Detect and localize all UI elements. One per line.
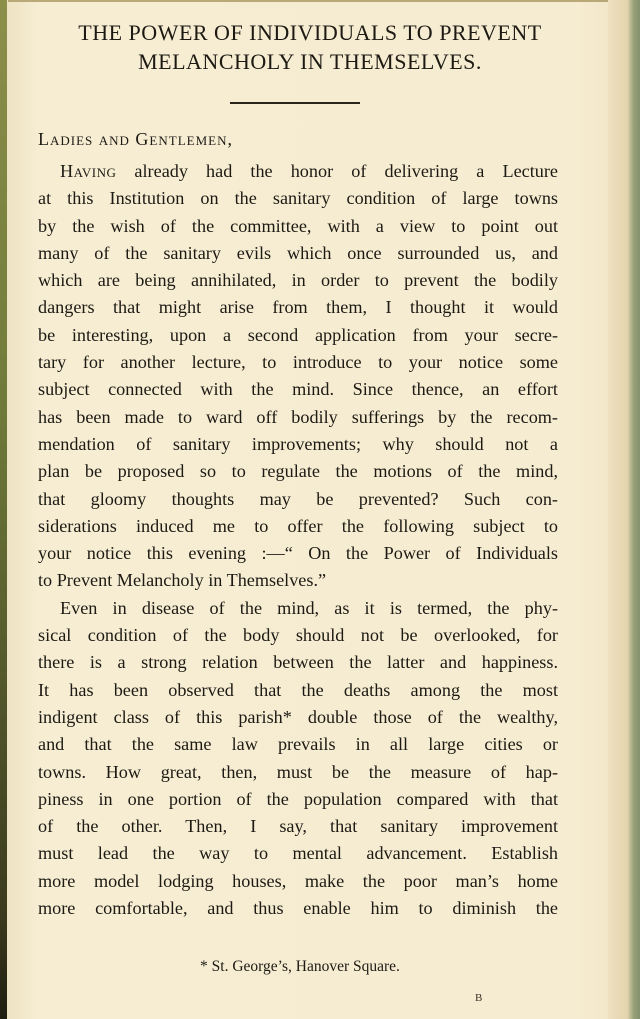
text-line: Even in disease of the mind, as it is termed, the phy- [60,597,558,618]
text-line: tary for another lecture, to introduce to your notice some [38,352,558,373]
text-line: many of the sanitary evils which once surrounded us, and [38,242,558,263]
text-line [38,158,558,185]
text-line: must lead the way to mental advancement. Establish [38,843,558,864]
text-line: and that the same law prevails in all large cities or [38,734,558,755]
text-line: more comfortable, and thus enable him to diminish the [38,898,558,919]
text-line: dangers that might arise from them, I thought it would [38,297,558,318]
text-line: subject connected with the mind. Since thence, an effort [38,379,558,400]
text-line: mendation of sanitary improvements; why should not a [38,433,558,454]
text-line: which are being annihilated, in order to prevent the bodily [38,270,558,291]
text-line: It has been observed that the deaths among the most [38,679,558,700]
salutation: Ladies and Gentlemen, [38,129,233,149]
text-line: your notice this evening :—“ On the Power of Individuals [38,543,558,564]
page-title [30,18,590,76]
page-top-border [8,0,608,2]
text-line: piness in one portion of the population compared with that [38,788,558,809]
text-line: more model lodging houses, make the poor man’s home [38,870,558,891]
text-line: of the other. Then, I say, that sanitary improvement [38,816,558,837]
text-line: plan be proposed so to regulate the motions of the mind, [38,461,558,482]
text-line: there is a strong relation between the latter and happiness. [38,652,558,673]
text-line-rest: already had the honor of delivering a Lecture [116,161,558,181]
text-line: at this Institution on the sanitary condition of large towns [38,188,558,209]
text-line: be interesting, upon a second application from your secre- [38,324,558,345]
title-divider [230,102,360,104]
page-binding-edge [0,0,7,1019]
signature-mark: B [475,992,483,1004]
text-line: to Prevent Melancholy in Themselves.” [38,570,327,591]
opening-word: Having [60,161,117,181]
text-line: has been made to ward off bodily sufferings by the recom- [38,406,558,427]
body-text [38,158,558,922]
text-line: sical condition of the body should not be overlooked, for [38,625,558,646]
text-line: towns. How great, then, must be the measure of hap- [38,761,558,782]
footnote: * St. George’s, Hanover Square. [200,958,400,975]
text-line: siderations induced me to offer the following subject to [38,515,558,536]
text-line: indigent class of this parish* double those of the wealthy, [38,706,558,727]
text-line: that gloomy thoughts may be prevented? Such con- [38,488,558,509]
page-right-edge [608,0,640,1019]
text-line: by the wish of the committee, with a view to point out [38,215,558,236]
title-line: MELANCHOLY IN THEMSELVES. [138,49,482,74]
title-line: THE POWER OF INDIVIDUALS TO PREVENT [78,20,542,45]
